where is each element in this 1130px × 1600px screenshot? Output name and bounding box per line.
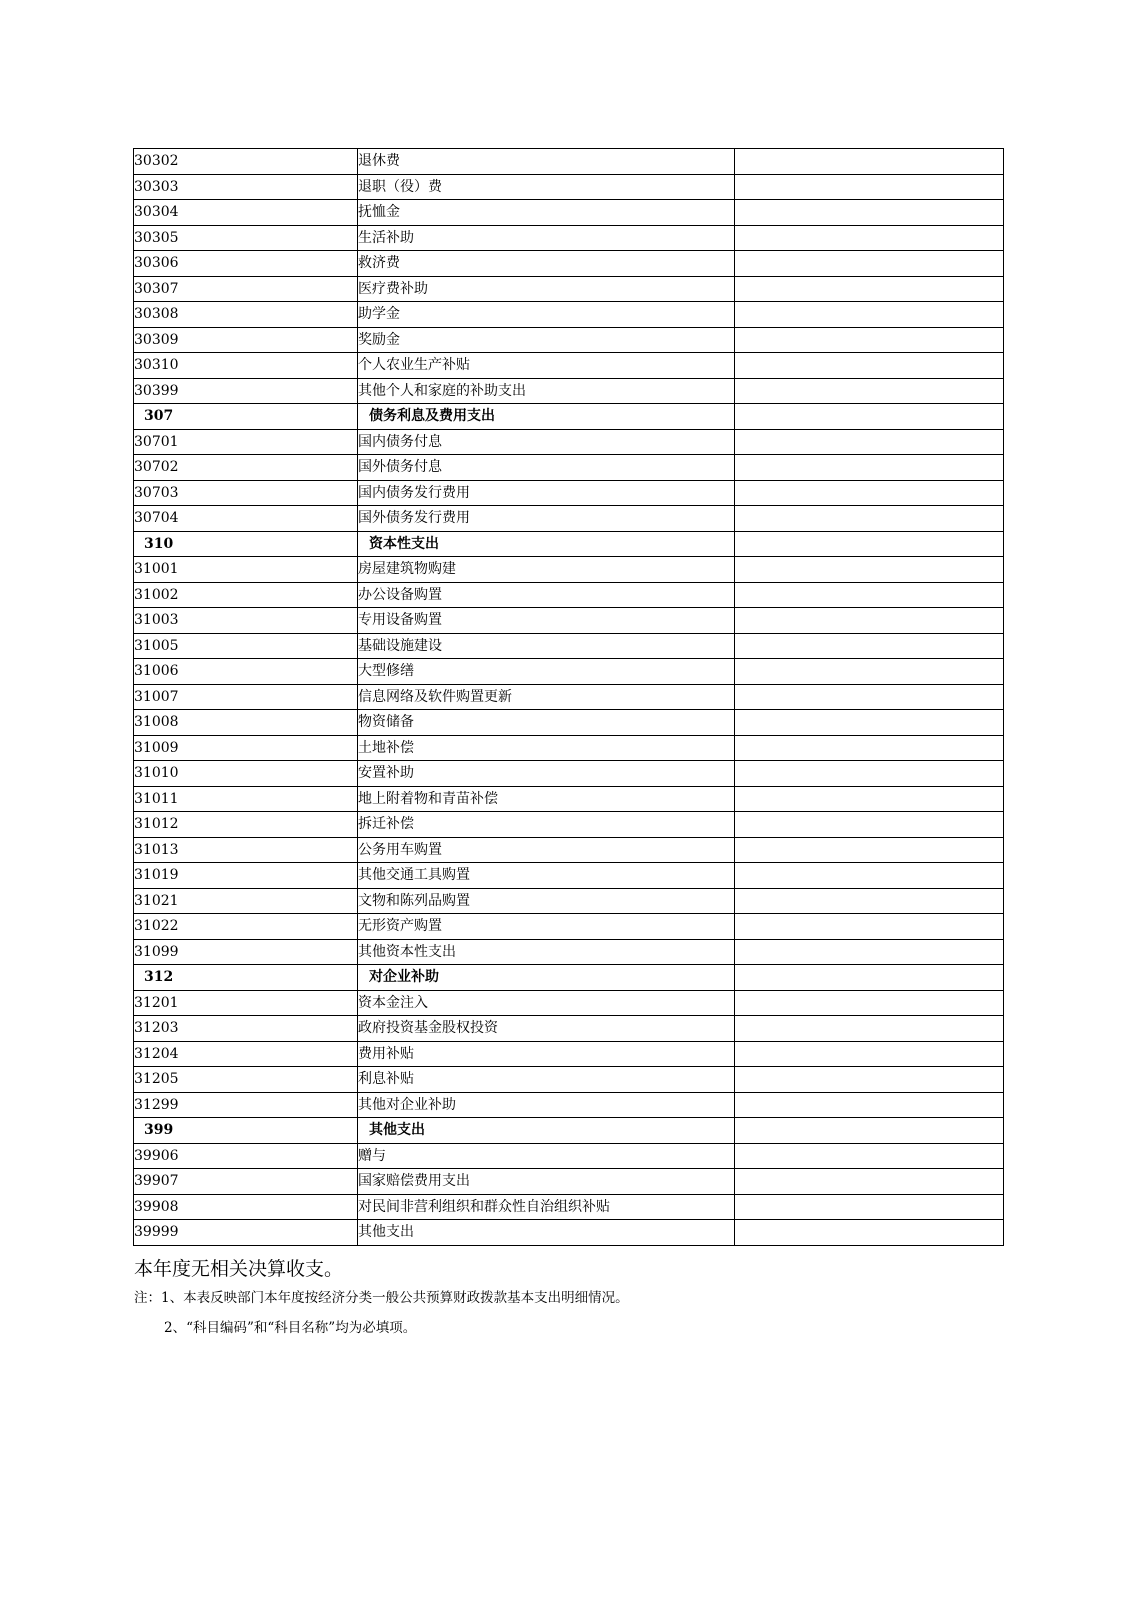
table-row	[134, 582, 1004, 608]
subject-code-cell: 31009	[134, 735, 358, 761]
amount-cell	[735, 531, 1004, 557]
subject-code-cell: 39907	[134, 1169, 358, 1195]
amount-cell	[735, 1169, 1004, 1195]
subject-name-cell: 个人农业生产补贴	[358, 353, 735, 379]
amount-cell	[735, 1016, 1004, 1042]
amount-cell	[735, 429, 1004, 455]
subject-name-cell: 赠与	[358, 1143, 735, 1169]
amount-cell	[735, 939, 1004, 965]
amount-cell	[735, 863, 1004, 889]
amount-cell	[735, 582, 1004, 608]
subject-code-cell: 31010	[134, 761, 358, 787]
subject-name-cell: 物资储备	[358, 710, 735, 736]
subject-name-cell: 其他个人和家庭的补助支出	[358, 378, 735, 404]
subject-code-cell: 31019	[134, 863, 358, 889]
amount-cell	[735, 888, 1004, 914]
subject-name-cell: 文物和陈列品购置	[358, 888, 735, 914]
amount-cell	[735, 506, 1004, 532]
amount-cell	[735, 1118, 1004, 1144]
subject-name-cell: 资本金注入	[358, 990, 735, 1016]
subject-code-cell: 310	[134, 531, 358, 557]
subject-name-cell: 费用补贴	[358, 1041, 735, 1067]
subject-name-cell: 其他交通工具购置	[358, 863, 735, 889]
subject-name-cell: 国家赔偿费用支出	[358, 1169, 735, 1195]
subject-name-cell: 基础设施建设	[358, 633, 735, 659]
amount-cell	[735, 965, 1004, 991]
table-row	[134, 149, 1004, 175]
amount-cell	[735, 786, 1004, 812]
amount-cell	[735, 480, 1004, 506]
subject-code-cell: 30308	[134, 302, 358, 328]
subject-code-cell: 39908	[134, 1194, 358, 1220]
table-group-row	[134, 531, 1004, 557]
amount-cell	[735, 735, 1004, 761]
table-row	[134, 455, 1004, 481]
amount-cell	[735, 1092, 1004, 1118]
subject-code-cell: 30303	[134, 174, 358, 200]
subject-code-cell: 31007	[134, 684, 358, 710]
subject-name-cell: 专用设备购置	[358, 608, 735, 634]
subject-name-cell: 生活补助	[358, 225, 735, 251]
subject-name-cell: 其他支出	[358, 1220, 735, 1246]
subject-code-cell: 31005	[134, 633, 358, 659]
subject-code-cell: 39906	[134, 1143, 358, 1169]
subject-code-cell: 30399	[134, 378, 358, 404]
table-row	[134, 1143, 1004, 1169]
subject-code-cell: 31003	[134, 608, 358, 634]
table-row	[134, 200, 1004, 226]
table-row	[134, 1220, 1004, 1246]
subject-name-cell: 退休费	[358, 149, 735, 175]
amount-cell	[735, 633, 1004, 659]
amount-cell	[735, 200, 1004, 226]
subject-name-cell: 房屋建筑物购建	[358, 557, 735, 583]
table-group-row	[134, 965, 1004, 991]
subject-code-cell: 30305	[134, 225, 358, 251]
table-row	[134, 812, 1004, 838]
amount-cell	[735, 608, 1004, 634]
subject-code-cell: 30702	[134, 455, 358, 481]
subject-name-cell: 土地补偿	[358, 735, 735, 761]
subject-code-cell: 31012	[134, 812, 358, 838]
subject-name-cell: 其他支出	[358, 1118, 735, 1144]
subject-name-cell: 国内债务发行费用	[358, 480, 735, 506]
amount-cell	[735, 659, 1004, 685]
subject-code-cell: 31002	[134, 582, 358, 608]
expenditure-detail-table	[133, 148, 1004, 1246]
table-row	[134, 1169, 1004, 1195]
subject-name-cell: 其他资本性支出	[358, 939, 735, 965]
subject-name-cell: 奖励金	[358, 327, 735, 353]
table-row	[134, 1067, 1004, 1093]
subject-name-cell: 对企业补助	[358, 965, 735, 991]
amount-cell	[735, 378, 1004, 404]
footnote-1: 注：1、本表反映部门本年度按经济分类一般公共预算财政拨款基本支出明细情况。	[134, 1290, 629, 1306]
table-row	[134, 378, 1004, 404]
amount-cell	[735, 812, 1004, 838]
subject-code-cell: 399	[134, 1118, 358, 1144]
table-row	[134, 429, 1004, 455]
subject-code-cell: 31099	[134, 939, 358, 965]
subject-code-cell: 30306	[134, 251, 358, 277]
table-row	[134, 939, 1004, 965]
table-row	[134, 735, 1004, 761]
table-row	[134, 1092, 1004, 1118]
table-row	[134, 863, 1004, 889]
subject-name-cell: 大型修缮	[358, 659, 735, 685]
subject-code-cell: 30704	[134, 506, 358, 532]
subject-name-cell: 医疗费补助	[358, 276, 735, 302]
table-row	[134, 888, 1004, 914]
amount-cell	[735, 837, 1004, 863]
table-row	[134, 633, 1004, 659]
subject-name-cell: 抚恤金	[358, 200, 735, 226]
table-row	[134, 557, 1004, 583]
subject-code-cell: 30703	[134, 480, 358, 506]
table-row	[134, 251, 1004, 277]
table-row	[134, 276, 1004, 302]
subject-code-cell: 31203	[134, 1016, 358, 1042]
subject-code-cell: 31022	[134, 914, 358, 940]
amount-cell	[735, 990, 1004, 1016]
amount-cell	[735, 1041, 1004, 1067]
subject-code-cell: 30302	[134, 149, 358, 175]
table-body	[134, 149, 1004, 1246]
table-group-row	[134, 1118, 1004, 1144]
subject-code-cell: 312	[134, 965, 358, 991]
subject-name-cell: 其他对企业补助	[358, 1092, 735, 1118]
amount-cell	[735, 353, 1004, 379]
subject-code-cell: 31013	[134, 837, 358, 863]
amount-cell	[735, 684, 1004, 710]
subject-code-cell: 307	[134, 404, 358, 430]
subject-name-cell: 地上附着物和青苗补偿	[358, 786, 735, 812]
amount-cell	[735, 914, 1004, 940]
footnote-2: 2、“科目编码”和“科目名称”均为必填项。	[164, 1320, 417, 1336]
subject-code-cell: 30307	[134, 276, 358, 302]
amount-cell	[735, 327, 1004, 353]
subject-name-cell: 国外债务发行费用	[358, 506, 735, 532]
table-row	[134, 1016, 1004, 1042]
subject-name-cell: 公务用车购置	[358, 837, 735, 863]
subject-name-cell: 对民间非营利组织和群众性自治组织补贴	[358, 1194, 735, 1220]
subject-code-cell: 39999	[134, 1220, 358, 1246]
table-row	[134, 480, 1004, 506]
subject-name-cell: 资本性支出	[358, 531, 735, 557]
amount-cell	[735, 174, 1004, 200]
table-row	[134, 659, 1004, 685]
subject-name-cell: 国内债务付息	[358, 429, 735, 455]
table-row	[134, 1194, 1004, 1220]
subject-name-cell: 国外债务付息	[358, 455, 735, 481]
subject-name-cell: 政府投资基金股权投资	[358, 1016, 735, 1042]
subject-code-cell: 31011	[134, 786, 358, 812]
table-row	[134, 710, 1004, 736]
subject-name-cell: 信息网络及软件购置更新	[358, 684, 735, 710]
subject-code-cell: 31001	[134, 557, 358, 583]
subject-code-cell: 31299	[134, 1092, 358, 1118]
amount-cell	[735, 1067, 1004, 1093]
subject-code-cell: 30304	[134, 200, 358, 226]
amount-cell	[735, 225, 1004, 251]
subject-code-cell: 31008	[134, 710, 358, 736]
subject-code-cell: 31021	[134, 888, 358, 914]
subject-name-cell: 利息补贴	[358, 1067, 735, 1093]
table-group-row	[134, 404, 1004, 430]
no-data-statement: 本年度无相关决算收支。	[134, 1258, 344, 1280]
subject-name-cell: 退职（役）费	[358, 174, 735, 200]
table-row	[134, 1041, 1004, 1067]
table-row	[134, 914, 1004, 940]
amount-cell	[735, 710, 1004, 736]
subject-name-cell: 债务利息及费用支出	[358, 404, 735, 430]
table-row	[134, 608, 1004, 634]
subject-name-cell: 办公设备购置	[358, 582, 735, 608]
amount-cell	[735, 251, 1004, 277]
subject-name-cell: 救济费	[358, 251, 735, 277]
amount-cell	[735, 149, 1004, 175]
amount-cell	[735, 404, 1004, 430]
subject-code-cell: 31006	[134, 659, 358, 685]
subject-code-cell: 31205	[134, 1067, 358, 1093]
table-row	[134, 327, 1004, 353]
table-row	[134, 506, 1004, 532]
subject-name-cell: 助学金	[358, 302, 735, 328]
table-row	[134, 302, 1004, 328]
subject-code-cell: 30309	[134, 327, 358, 353]
amount-cell	[735, 455, 1004, 481]
amount-cell	[735, 276, 1004, 302]
table-row	[134, 684, 1004, 710]
table-row	[134, 225, 1004, 251]
table-row	[134, 786, 1004, 812]
subject-code-cell: 31201	[134, 990, 358, 1016]
subject-name-cell: 无形资产购置	[358, 914, 735, 940]
subject-code-cell: 31204	[134, 1041, 358, 1067]
amount-cell	[735, 557, 1004, 583]
table-row	[134, 353, 1004, 379]
table-row	[134, 990, 1004, 1016]
table-row	[134, 174, 1004, 200]
subject-code-cell: 30310	[134, 353, 358, 379]
amount-cell	[735, 1143, 1004, 1169]
subject-name-cell: 安置补助	[358, 761, 735, 787]
amount-cell	[735, 1194, 1004, 1220]
table-row	[134, 761, 1004, 787]
amount-cell	[735, 302, 1004, 328]
amount-cell	[735, 1220, 1004, 1246]
subject-name-cell: 拆迁补偿	[358, 812, 735, 838]
amount-cell	[735, 761, 1004, 787]
subject-code-cell: 30701	[134, 429, 358, 455]
table-row	[134, 837, 1004, 863]
